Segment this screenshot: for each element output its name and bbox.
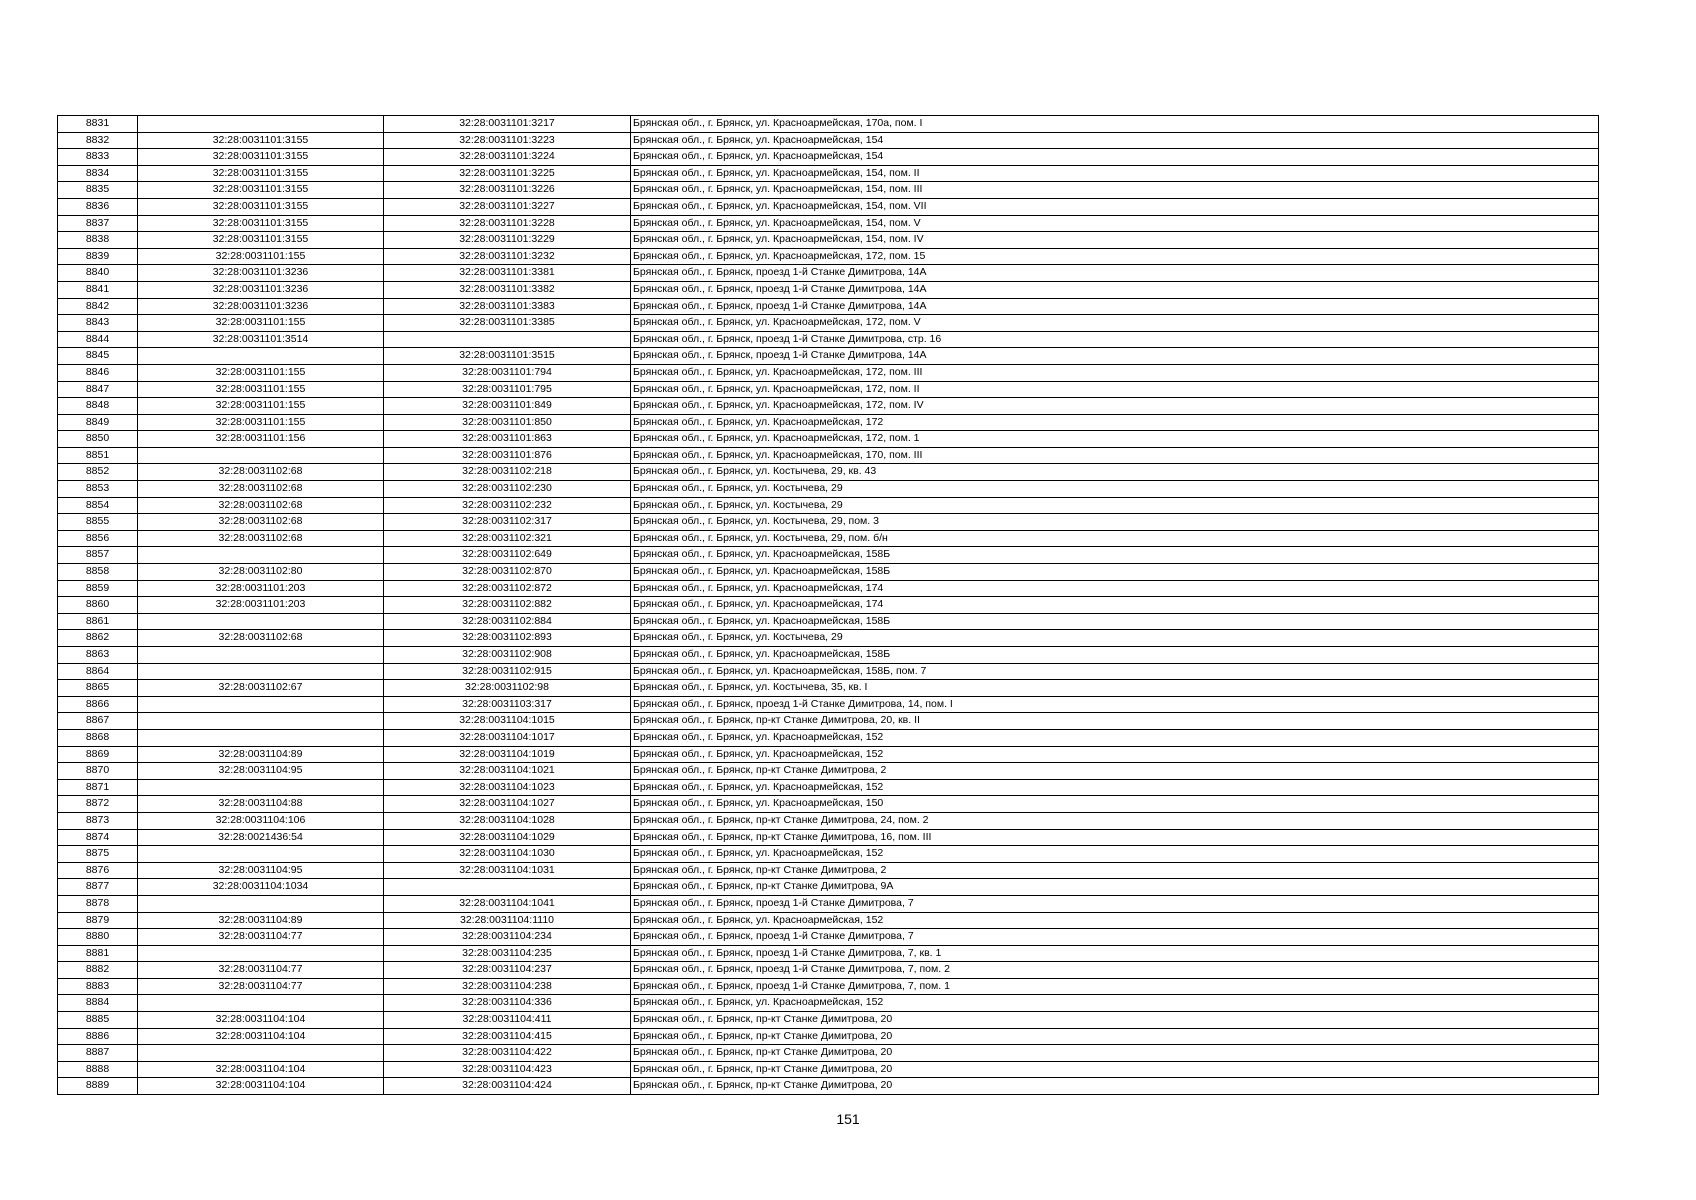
- cadastral-number-cell: 32:28:0031102:230: [384, 481, 631, 498]
- parent-cadastral-number-cell: [138, 713, 384, 730]
- parent-cadastral-number-cell: 32:28:0031104:88: [138, 796, 384, 813]
- address-cell: Брянская обл., г. Брянск, ул. Красноармейская, 174: [631, 580, 1599, 597]
- cadastral-number-cell: 32:28:0031102:98: [384, 680, 631, 697]
- table-row: [58, 1078, 1599, 1095]
- row-number-cell: 8862: [58, 630, 138, 647]
- parent-cadastral-number-cell: 32:28:0021436:54: [138, 829, 384, 846]
- cadastral-number-cell: 32:28:0031102:218: [384, 464, 631, 481]
- table-row: [58, 116, 1599, 133]
- table-row: [58, 1012, 1599, 1029]
- row-number-cell: 8840: [58, 265, 138, 282]
- parent-cadastral-number-cell: [138, 995, 384, 1012]
- table-row: [58, 879, 1599, 896]
- cadastral-number-cell: 32:28:0031101:863: [384, 431, 631, 448]
- address-cell: Брянская обл., г. Брянск, ул. Костычева, 29, пом. 3: [631, 514, 1599, 531]
- parent-cadastral-number-cell: 32:28:0031101:155: [138, 248, 384, 265]
- page-number: 151: [836, 1111, 860, 1127]
- row-number-cell: 8839: [58, 248, 138, 265]
- cadastral-number-cell: 32:28:0031102:872: [384, 580, 631, 597]
- address-cell: Брянская обл., г. Брянск, ул. Красноармейская, 172, пом. II: [631, 381, 1599, 398]
- cadastral-number-cell: 32:28:0031102:882: [384, 597, 631, 614]
- parent-cadastral-number-cell: 32:28:0031101:3155: [138, 132, 384, 149]
- table-row: [58, 514, 1599, 531]
- parent-cadastral-number-cell: 32:28:0031101:203: [138, 580, 384, 597]
- cadastral-number-cell: 32:28:0031102:908: [384, 647, 631, 664]
- cadastral-number-cell: 32:28:0031104:1028: [384, 812, 631, 829]
- address-cell: Брянская обл., г. Брянск, проезд 1-й Станке Димитрова, 7, пом. 1: [631, 978, 1599, 995]
- parent-cadastral-number-cell: 32:28:0031104:104: [138, 1078, 384, 1095]
- row-number-cell: 8850: [58, 431, 138, 448]
- row-number-cell: 8872: [58, 796, 138, 813]
- table-row: [58, 414, 1599, 431]
- parent-cadastral-number-cell: 32:28:0031102:68: [138, 464, 384, 481]
- table-row: [58, 929, 1599, 946]
- cadastral-number-cell: 32:28:0031104:1031: [384, 862, 631, 879]
- parent-cadastral-number-cell: 32:28:0031101:155: [138, 398, 384, 415]
- row-number-cell: 8863: [58, 647, 138, 664]
- parent-cadastral-number-cell: [138, 647, 384, 664]
- row-number-cell: 8835: [58, 182, 138, 199]
- cadastral-number-cell: 32:28:0031102:649: [384, 547, 631, 564]
- table-row: [58, 597, 1599, 614]
- address-cell: Брянская обл., г. Брянск, ул. Красноармейская, 170, пом. III: [631, 447, 1599, 464]
- parent-cadastral-number-cell: [138, 663, 384, 680]
- parent-cadastral-number-cell: 32:28:0031101:3155: [138, 165, 384, 182]
- row-number-cell: 8855: [58, 514, 138, 531]
- row-number-cell: 8882: [58, 962, 138, 979]
- row-number-cell: 8869: [58, 746, 138, 763]
- cadastral-number-cell: 32:28:0031102:317: [384, 514, 631, 531]
- parent-cadastral-number-cell: 32:28:0031102:68: [138, 514, 384, 531]
- row-number-cell: 8868: [58, 729, 138, 746]
- parent-cadastral-number-cell: 32:28:0031104:89: [138, 746, 384, 763]
- parent-cadastral-number-cell: 32:28:0031101:155: [138, 364, 384, 381]
- address-cell: Брянская обл., г. Брянск, проезд 1-й Станке Димитрова, 7, кв. 1: [631, 945, 1599, 962]
- row-number-cell: 8861: [58, 613, 138, 630]
- cadastral-number-cell: 32:28:0031104:1041: [384, 895, 631, 912]
- parent-cadastral-number-cell: 32:28:0031104:95: [138, 862, 384, 879]
- cadastral-number-cell: 32:28:0031101:3227: [384, 198, 631, 215]
- parent-cadastral-number-cell: 32:28:0031101:156: [138, 431, 384, 448]
- address-cell: Брянская обл., г. Брянск, проезд 1-й Станке Димитрова, 14А: [631, 348, 1599, 365]
- cadastral-number-cell: 32:28:0031104:1017: [384, 729, 631, 746]
- row-number-cell: 8871: [58, 779, 138, 796]
- table-row: [58, 812, 1599, 829]
- cadastral-number-cell: 32:28:0031101:3229: [384, 232, 631, 249]
- row-number-cell: 8849: [58, 414, 138, 431]
- table-row: [58, 182, 1599, 199]
- row-number-cell: 8846: [58, 364, 138, 381]
- row-number-cell: 8844: [58, 331, 138, 348]
- row-number-cell: 8856: [58, 530, 138, 547]
- address-cell: Брянская обл., г. Брянск, ул. Костычева, 29, пом. б/н: [631, 530, 1599, 547]
- parent-cadastral-number-cell: 32:28:0031104:104: [138, 1028, 384, 1045]
- parent-cadastral-number-cell: 32:28:0031101:3236: [138, 265, 384, 282]
- row-number-cell: 8864: [58, 663, 138, 680]
- cadastral-number-cell: 32:28:0031104:422: [384, 1045, 631, 1062]
- parent-cadastral-number-cell: [138, 348, 384, 365]
- table-row: [58, 779, 1599, 796]
- cadastral-number-cell: 32:28:0031102:321: [384, 530, 631, 547]
- address-cell: Брянская обл., г. Брянск, пр-кт Станке Димитрова, 20: [631, 1012, 1599, 1029]
- cadastral-number-cell: 32:28:0031104:423: [384, 1061, 631, 1078]
- address-cell: Брянская обл., г. Брянск, проезд 1-й Станке Димитрова, 14А: [631, 281, 1599, 298]
- address-cell: Брянская обл., г. Брянск, ул. Костычева, 35, кв. I: [631, 680, 1599, 697]
- cadastral-number-cell: 32:28:0031102:870: [384, 564, 631, 581]
- cadastral-number-cell: 32:28:0031101:876: [384, 447, 631, 464]
- address-cell: Брянская обл., г. Брянск, пр-кт Станке Димитрова, 2: [631, 862, 1599, 879]
- address-cell: Брянская обл., г. Брянск, ул. Красноармейская, 158Б: [631, 647, 1599, 664]
- address-cell: Брянская обл., г. Брянск, ул. Красноармейская, 170а, пом. I: [631, 116, 1599, 133]
- cadastral-number-cell: [384, 331, 631, 348]
- address-cell: Брянская обл., г. Брянск, пр-кт Станке Димитрова, 20, кв. II: [631, 713, 1599, 730]
- parent-cadastral-number-cell: [138, 116, 384, 133]
- parent-cadastral-number-cell: 32:28:0031104:104: [138, 1061, 384, 1078]
- cadastral-number-cell: 32:28:0031102:884: [384, 613, 631, 630]
- table-row: [58, 729, 1599, 746]
- cadastral-number-cell: 32:28:0031101:3217: [384, 116, 631, 133]
- address-cell: Брянская обл., г. Брянск, ул. Красноармейская, 158Б: [631, 564, 1599, 581]
- cadastral-number-cell: 32:28:0031101:3223: [384, 132, 631, 149]
- row-number-cell: 8875: [58, 846, 138, 863]
- address-cell: Брянская обл., г. Брянск, пр-кт Станке Димитрова, 24, пом. 2: [631, 812, 1599, 829]
- parent-cadastral-number-cell: 32:28:0031101:3155: [138, 198, 384, 215]
- row-number-cell: 8842: [58, 298, 138, 315]
- table-row: [58, 530, 1599, 547]
- address-cell: Брянская обл., г. Брянск, ул. Красноармейская, 154, пом. IV: [631, 232, 1599, 249]
- parent-cadastral-number-cell: 32:28:0031101:203: [138, 597, 384, 614]
- cadastral-number-cell: 32:28:0031101:3232: [384, 248, 631, 265]
- row-number-cell: 8838: [58, 232, 138, 249]
- row-number-cell: 8889: [58, 1078, 138, 1095]
- parent-cadastral-number-cell: 32:28:0031101:3155: [138, 232, 384, 249]
- row-number-cell: 8866: [58, 696, 138, 713]
- cadastral-number-cell: 32:28:0031104:1015: [384, 713, 631, 730]
- table-row: [58, 165, 1599, 182]
- cadastral-number-cell: 32:28:0031104:237: [384, 962, 631, 979]
- address-cell: Брянская обл., г. Брянск, ул. Красноармейская, 154, пом. VII: [631, 198, 1599, 215]
- row-number-cell: 8847: [58, 381, 138, 398]
- cadastral-number-cell: 32:28:0031104:234: [384, 929, 631, 946]
- address-cell: Брянская обл., г. Брянск, ул. Красноармейская, 172, пом. III: [631, 364, 1599, 381]
- parent-cadastral-number-cell: 32:28:0031101:3236: [138, 298, 384, 315]
- parent-cadastral-number-cell: 32:28:0031104:89: [138, 912, 384, 929]
- cadastral-number-cell: 32:28:0031104:1021: [384, 763, 631, 780]
- table-row: [58, 215, 1599, 232]
- parent-cadastral-number-cell: 32:28:0031102:67: [138, 680, 384, 697]
- address-cell: Брянская обл., г. Брянск, ул. Красноармейская, 152: [631, 995, 1599, 1012]
- address-cell: Брянская обл., г. Брянск, пр-кт Станке Димитрова, 20: [631, 1045, 1599, 1062]
- cadastral-number-cell: 32:28:0031104:336: [384, 995, 631, 1012]
- table-row: [58, 663, 1599, 680]
- table-row: [58, 630, 1599, 647]
- cadastral-number-cell: 32:28:0031101:850: [384, 414, 631, 431]
- row-number-cell: 8876: [58, 862, 138, 879]
- cadastral-number-cell: 32:28:0031104:1030: [384, 846, 631, 863]
- parent-cadastral-number-cell: [138, 447, 384, 464]
- table-row: [58, 232, 1599, 249]
- cadastral-number-cell: 32:28:0031101:3225: [384, 165, 631, 182]
- parent-cadastral-number-cell: 32:28:0031104:77: [138, 929, 384, 946]
- table-row: [58, 696, 1599, 713]
- cadastral-number-cell: 32:28:0031104:1027: [384, 796, 631, 813]
- row-number-cell: 8851: [58, 447, 138, 464]
- row-number-cell: 8880: [58, 929, 138, 946]
- row-number-cell: 8841: [58, 281, 138, 298]
- cadastral-number-cell: 32:28:0031101:3226: [384, 182, 631, 199]
- row-number-cell: 8854: [58, 497, 138, 514]
- table-row: [58, 895, 1599, 912]
- table-row: [58, 481, 1599, 498]
- row-number-cell: 8886: [58, 1028, 138, 1045]
- address-cell: Брянская обл., г. Брянск, ул. Красноармейская, 158Б: [631, 613, 1599, 630]
- parent-cadastral-number-cell: [138, 945, 384, 962]
- table-row: [58, 995, 1599, 1012]
- registry-table-body: [58, 116, 1599, 1095]
- cadastral-number-cell: 32:28:0031101:849: [384, 398, 631, 415]
- address-cell: Брянская обл., г. Брянск, пр-кт Станке Димитрова, 20: [631, 1078, 1599, 1095]
- table-row: [58, 613, 1599, 630]
- row-number-cell: 8834: [58, 165, 138, 182]
- address-cell: Брянская обл., г. Брянск, ул. Красноармейская, 172, пом. V: [631, 315, 1599, 332]
- address-cell: Брянская обл., г. Брянск, пр-кт Станке Димитрова, 16, пом. III: [631, 829, 1599, 846]
- row-number-cell: 8885: [58, 1012, 138, 1029]
- address-cell: Брянская обл., г. Брянск, ул. Красноармейская, 152: [631, 746, 1599, 763]
- cadastral-number-cell: 32:28:0031104:1110: [384, 912, 631, 929]
- table-row: [58, 564, 1599, 581]
- table-row: [58, 497, 1599, 514]
- row-number-cell: 8831: [58, 116, 138, 133]
- parent-cadastral-number-cell: 32:28:0031104:104: [138, 1012, 384, 1029]
- row-number-cell: 8832: [58, 132, 138, 149]
- cadastral-number-cell: 32:28:0031102:232: [384, 497, 631, 514]
- row-number-cell: 8878: [58, 895, 138, 912]
- row-number-cell: 8887: [58, 1045, 138, 1062]
- address-cell: Брянская обл., г. Брянск, ул. Красноармейская, 152: [631, 729, 1599, 746]
- row-number-cell: 8860: [58, 597, 138, 614]
- address-cell: Брянская обл., г. Брянск, ул. Костычева, 29: [631, 497, 1599, 514]
- cadastral-number-cell: 32:28:0031101:3382: [384, 281, 631, 298]
- parent-cadastral-number-cell: 32:28:0031104:77: [138, 962, 384, 979]
- address-cell: Брянская обл., г. Брянск, ул. Красноармейская, 154: [631, 149, 1599, 166]
- address-cell: Брянская обл., г. Брянск, пр-кт Станке Димитрова, 2: [631, 763, 1599, 780]
- cadastral-number-cell: 32:28:0031104:1019: [384, 746, 631, 763]
- table-row: [58, 315, 1599, 332]
- address-cell: Брянская обл., г. Брянск, проезд 1-й Станке Димитрова, 14А: [631, 298, 1599, 315]
- address-cell: Брянская обл., г. Брянск, ул. Красноармейская, 152: [631, 846, 1599, 863]
- parent-cadastral-number-cell: [138, 547, 384, 564]
- row-number-cell: 8833: [58, 149, 138, 166]
- cadastral-number-cell: 32:28:0031103:317: [384, 696, 631, 713]
- address-cell: Брянская обл., г. Брянск, ул. Красноармейская, 158Б: [631, 547, 1599, 564]
- address-cell: Брянская обл., г. Брянск, ул. Костычева, 29: [631, 630, 1599, 647]
- row-number-cell: 8836: [58, 198, 138, 215]
- cadastral-number-cell: 32:28:0031104:238: [384, 978, 631, 995]
- parent-cadastral-number-cell: 32:28:0031104:95: [138, 763, 384, 780]
- table-row: [58, 464, 1599, 481]
- address-cell: Брянская обл., г. Брянск, пр-кт Станке Димитрова, 20: [631, 1061, 1599, 1078]
- cadastral-number-cell: 32:28:0031102:893: [384, 630, 631, 647]
- parent-cadastral-number-cell: 32:28:0031101:3236: [138, 281, 384, 298]
- parent-cadastral-number-cell: 32:28:0031104:77: [138, 978, 384, 995]
- parent-cadastral-number-cell: 32:28:0031101:3155: [138, 182, 384, 199]
- row-number-cell: 8859: [58, 580, 138, 597]
- address-cell: Брянская обл., г. Брянск, проезд 1-й Станке Димитрова, 14, пом. I: [631, 696, 1599, 713]
- address-cell: Брянская обл., г. Брянск, ул. Костычева, 29, кв. 43: [631, 464, 1599, 481]
- table-row: [58, 912, 1599, 929]
- address-cell: Брянская обл., г. Брянск, проезд 1-й Станке Димитрова, 7: [631, 895, 1599, 912]
- row-number-cell: 8874: [58, 829, 138, 846]
- property-registry-table: [57, 115, 1599, 1095]
- table-row: [58, 945, 1599, 962]
- row-number-cell: 8884: [58, 995, 138, 1012]
- table-row: [58, 1061, 1599, 1078]
- cadastral-number-cell: 32:28:0031101:3515: [384, 348, 631, 365]
- row-number-cell: 8853: [58, 481, 138, 498]
- address-cell: Брянская обл., г. Брянск, ул. Красноармейская, 158Б, пом. 7: [631, 663, 1599, 680]
- address-cell: Брянская обл., г. Брянск, проезд 1-й Станке Димитрова, стр. 16: [631, 331, 1599, 348]
- table-row: [58, 547, 1599, 564]
- parent-cadastral-number-cell: [138, 895, 384, 912]
- address-cell: Брянская обл., г. Брянск, ул. Красноармейская, 172, пом. IV: [631, 398, 1599, 415]
- table-row: [58, 198, 1599, 215]
- address-cell: Брянская обл., г. Брянск, ул. Красноармейская, 152: [631, 912, 1599, 929]
- row-number-cell: 8883: [58, 978, 138, 995]
- address-cell: Брянская обл., г. Брянск, ул. Красноармейская, 152: [631, 779, 1599, 796]
- address-cell: Брянская обл., г. Брянск, ул. Костычева, 29: [631, 481, 1599, 498]
- table-row: [58, 331, 1599, 348]
- table-row: [58, 447, 1599, 464]
- table-row: [58, 381, 1599, 398]
- row-number-cell: 8858: [58, 564, 138, 581]
- address-cell: Брянская обл., г. Брянск, проезд 1-й Станке Димитрова, 14А: [631, 265, 1599, 282]
- address-cell: Брянская обл., г. Брянск, ул. Красноармейская, 172, пом. 1: [631, 431, 1599, 448]
- address-cell: Брянская обл., г. Брянск, ул. Красноармейская, 172: [631, 414, 1599, 431]
- cadastral-number-cell: 32:28:0031101:3383: [384, 298, 631, 315]
- address-cell: Брянская обл., г. Брянск, проезд 1-й Станке Димитрова, 7: [631, 929, 1599, 946]
- cadastral-number-cell: 32:28:0031104:424: [384, 1078, 631, 1095]
- table-row: [58, 580, 1599, 597]
- table-row: [58, 364, 1599, 381]
- table-row: [58, 962, 1599, 979]
- table-row: [58, 862, 1599, 879]
- parent-cadastral-number-cell: 32:28:0031102:68: [138, 630, 384, 647]
- parent-cadastral-number-cell: [138, 1045, 384, 1062]
- cadastral-number-cell: 32:28:0031101:3385: [384, 315, 631, 332]
- table-row: [58, 132, 1599, 149]
- parent-cadastral-number-cell: 32:28:0031102:68: [138, 530, 384, 547]
- cadastral-number-cell: 32:28:0031101:3381: [384, 265, 631, 282]
- address-cell: Брянская обл., г. Брянск, ул. Красноармейская, 154, пом. V: [631, 215, 1599, 232]
- address-cell: Брянская обл., г. Брянск, пр-кт Станке Димитрова, 20: [631, 1028, 1599, 1045]
- table-row: [58, 713, 1599, 730]
- row-number-cell: 8867: [58, 713, 138, 730]
- table-row: [58, 298, 1599, 315]
- table-row: [58, 431, 1599, 448]
- cadastral-number-cell: 32:28:0031101:3228: [384, 215, 631, 232]
- parent-cadastral-number-cell: 32:28:0031101:155: [138, 315, 384, 332]
- cadastral-number-cell: 32:28:0031102:915: [384, 663, 631, 680]
- address-cell: Брянская обл., г. Брянск, ул. Красноармейская, 150: [631, 796, 1599, 813]
- cadastral-number-cell: 32:28:0031101:794: [384, 364, 631, 381]
- address-cell: Брянская обл., г. Брянск, проезд 1-й Станке Димитрова, 7, пом. 2: [631, 962, 1599, 979]
- row-number-cell: 8843: [58, 315, 138, 332]
- cadastral-number-cell: 32:28:0031104:1029: [384, 829, 631, 846]
- row-number-cell: 8865: [58, 680, 138, 697]
- parent-cadastral-number-cell: 32:28:0031102:80: [138, 564, 384, 581]
- parent-cadastral-number-cell: 32:28:0031101:155: [138, 414, 384, 431]
- table-row: [58, 149, 1599, 166]
- cadastral-number-cell: 32:28:0031104:415: [384, 1028, 631, 1045]
- row-number-cell: 8852: [58, 464, 138, 481]
- parent-cadastral-number-cell: 32:28:0031104:106: [138, 812, 384, 829]
- row-number-cell: 8881: [58, 945, 138, 962]
- cadastral-number-cell: 32:28:0031104:411: [384, 1012, 631, 1029]
- table-row: [58, 978, 1599, 995]
- parent-cadastral-number-cell: 32:28:0031104:1034: [138, 879, 384, 896]
- table-row: [58, 796, 1599, 813]
- table-row: [58, 398, 1599, 415]
- row-number-cell: 8857: [58, 547, 138, 564]
- cadastral-number-cell: 32:28:0031104:1023: [384, 779, 631, 796]
- parent-cadastral-number-cell: 32:28:0031101:3514: [138, 331, 384, 348]
- address-cell: Брянская обл., г. Брянск, ул. Красноармейская, 154: [631, 132, 1599, 149]
- table-row: [58, 647, 1599, 664]
- table-row: [58, 1028, 1599, 1045]
- table-row: [58, 746, 1599, 763]
- table-row: [58, 680, 1599, 697]
- table-row: [58, 763, 1599, 780]
- parent-cadastral-number-cell: [138, 779, 384, 796]
- address-cell: Брянская обл., г. Брянск, ул. Красноармейская, 154, пом. III: [631, 182, 1599, 199]
- parent-cadastral-number-cell: [138, 846, 384, 863]
- address-cell: Брянская обл., г. Брянск, пр-кт Станке Димитрова, 9А: [631, 879, 1599, 896]
- cadastral-number-cell: 32:28:0031101:3224: [384, 149, 631, 166]
- table-row: [58, 265, 1599, 282]
- row-number-cell: 8848: [58, 398, 138, 415]
- cadastral-number-cell: 32:28:0031101:795: [384, 381, 631, 398]
- row-number-cell: 8870: [58, 763, 138, 780]
- row-number-cell: 8845: [58, 348, 138, 365]
- parent-cadastral-number-cell: 32:28:0031102:68: [138, 497, 384, 514]
- parent-cadastral-number-cell: [138, 613, 384, 630]
- parent-cadastral-number-cell: 32:28:0031101:3155: [138, 215, 384, 232]
- cadastral-number-cell: 32:28:0031104:235: [384, 945, 631, 962]
- address-cell: Брянская обл., г. Брянск, ул. Красноармейская, 172, пом. 15: [631, 248, 1599, 265]
- parent-cadastral-number-cell: [138, 729, 384, 746]
- table-row: [58, 281, 1599, 298]
- table-row: [58, 1045, 1599, 1062]
- row-number-cell: 8879: [58, 912, 138, 929]
- table-row: [58, 248, 1599, 265]
- row-number-cell: 8873: [58, 812, 138, 829]
- address-cell: Брянская обл., г. Брянск, ул. Красноармейская, 154, пом. II: [631, 165, 1599, 182]
- row-number-cell: 8837: [58, 215, 138, 232]
- parent-cadastral-number-cell: 32:28:0031102:68: [138, 481, 384, 498]
- row-number-cell: 8888: [58, 1061, 138, 1078]
- table-row: [58, 348, 1599, 365]
- parent-cadastral-number-cell: 32:28:0031101:155: [138, 381, 384, 398]
- cadastral-number-cell: [384, 879, 631, 896]
- address-cell: Брянская обл., г. Брянск, ул. Красноармейская, 174: [631, 597, 1599, 614]
- table-row: [58, 829, 1599, 846]
- parent-cadastral-number-cell: [138, 696, 384, 713]
- row-number-cell: 8877: [58, 879, 138, 896]
- parent-cadastral-number-cell: 32:28:0031101:3155: [138, 149, 384, 166]
- table-row: [58, 846, 1599, 863]
